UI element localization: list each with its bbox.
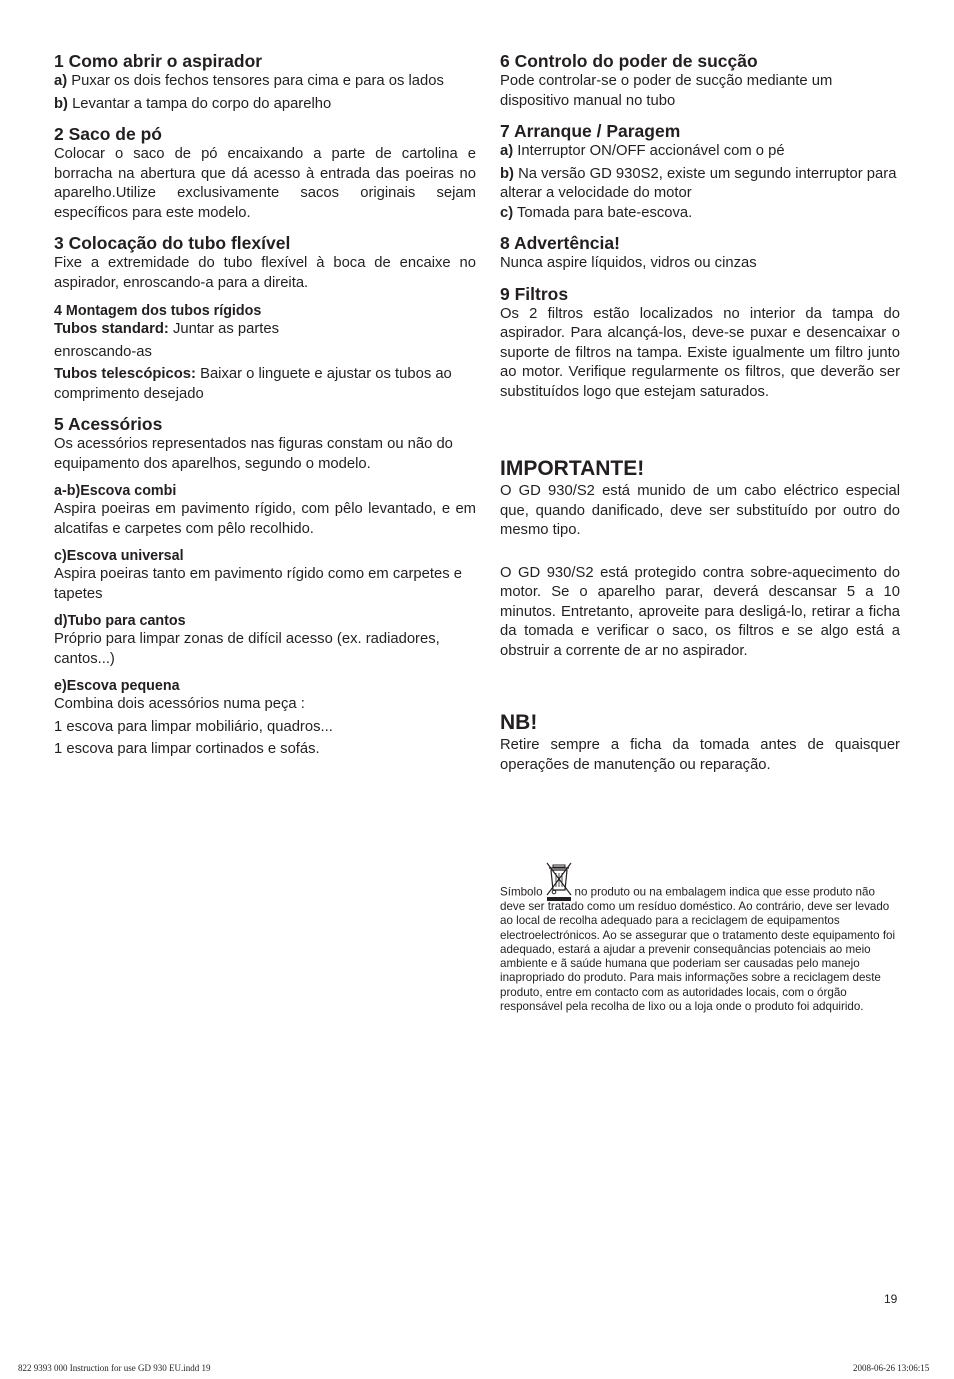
section-text: Os acessórios representados nas figuras constam ou não do equipamento dos aparelhos, segundo o modelo. bbox=[54, 436, 453, 472]
accessory-text: Combina dois acessórios numa peça : bbox=[54, 696, 305, 712]
section-text: Fixe a extremidade do tubo flexível à boca de encaixe no aspirador, enroscando-a para a direita. bbox=[54, 255, 476, 291]
section-suction-control bbox=[500, 50, 900, 111]
footer-file-info: 822 9393 000 Instruction for use GD 930 EU.indd 19 bbox=[18, 1363, 211, 1373]
section-title: 9 Filtros bbox=[500, 283, 569, 304]
section-open-vacuum bbox=[54, 50, 476, 114]
section-title: IMPORTANTE! bbox=[500, 457, 645, 480]
section-filters bbox=[500, 283, 900, 403]
section-title: 8 Advertência! bbox=[500, 233, 620, 253]
section-accessories bbox=[54, 413, 476, 760]
footer-timestamp: 2008-06-26 13:06:15 bbox=[853, 1363, 930, 1373]
section-text: Os 2 filtros estão localizados no interior da tampa do aspirador. Para alcançá-los, deve-se puxar e desencaixar o suporte de filtros na tampa. Existe igualmente um filtro junto ao motor. Verifique regularmente os filtros, que deverão ser substituídos logo que estejam saturados. bbox=[500, 305, 900, 400]
section-title: 3 Colocação do tubo flexível bbox=[54, 233, 291, 253]
right-column bbox=[500, 50, 900, 775]
weee-prefix: Símbolo bbox=[500, 885, 543, 899]
section-title: 7 Arranque / Paragem bbox=[500, 121, 681, 141]
section-important bbox=[500, 456, 900, 661]
section-text: O GD 930/S2 está munido de um cabo eléctrico especial que, quando danificado, deve ser substituído por outro do mesmo tipo. bbox=[500, 483, 900, 538]
section-hose bbox=[54, 232, 476, 293]
left-column bbox=[54, 50, 476, 769]
accessory-title: c)Escova universal bbox=[54, 548, 184, 564]
section-dust-bag bbox=[54, 123, 476, 223]
standard-tubes: Tubos standard: Juntar as partes bbox=[54, 321, 280, 337]
section-title: 6 Controlo do poder de sucção bbox=[500, 51, 758, 71]
step-b: b) Levantar a tampa do corpo do aparelho bbox=[54, 95, 332, 112]
section-title: 1 Como abrir o aspirador bbox=[54, 51, 263, 71]
accessory-text: 1 escova para limpar mobiliário, quadros... bbox=[54, 718, 333, 735]
accessory-title: a-b)Escova combi bbox=[54, 483, 177, 499]
section-title: 4 Montagem dos tubos rígidos bbox=[54, 303, 262, 319]
section-text: O GD 930/S2 está protegido contra sobre-aquecimento do motor. Se o aparelho parar, deverá descansar 5 a 10 minutos. Entretanto, aproveite para desligá-lo, retirar a ficha da tomada e verificar o saco, os filtros e se algo está a obstruir a corrente de ar no aspirador. bbox=[500, 564, 900, 659]
accessory-text: Aspira poeiras em pavimento rígido, com pêlo levantado, e em alcatifas e carpetes com pêlo recolhido. bbox=[54, 501, 476, 537]
standard-tubes-cont: enroscando-as bbox=[54, 343, 152, 360]
accessory-text: 1 escova para limpar cortinados e sofás. bbox=[54, 741, 320, 757]
accessory-title: e)Escova pequena bbox=[54, 678, 180, 694]
section-text: Retire sempre a ficha da tomada antes de quaisquer operações de manutenção ou reparação. bbox=[500, 737, 900, 773]
weee-notice bbox=[500, 862, 902, 1014]
section-title: NB! bbox=[500, 711, 538, 734]
section-title: 5 Acessórios bbox=[54, 414, 163, 434]
section-text: Colocar o saco de pó encaixando a parte de cartolina e borracha na abertura que dá acesso à entrada das poeiras no aparelho.Utilize exclusivamente sacos originais sejam específicos para este modelo. bbox=[54, 146, 476, 221]
section-warning bbox=[500, 232, 900, 274]
step-b: b) Na versão GD 930S2, existe um segundo interruptor para alterar a velocidade do motor bbox=[500, 165, 897, 201]
accessory-text: Aspira poeiras tanto em pavimento rígido como em carpetes e tapetes bbox=[54, 566, 462, 602]
section-text: Pode controlar-se o poder de sucção mediante um dispositivo manual no tubo bbox=[500, 73, 833, 109]
section-text: Nunca aspire líquidos, vidros ou cinzas bbox=[500, 255, 757, 271]
weee-text: no produto ou na embalagem indica que esse produto não deve ser tratado como um resíduo doméstico. Ao contrário, deve ser levado ao local de recolha adequado para a reciclagem de equipamentos electroelectrónicos. Ao se assegurar que o tratamento deste equipamento foi adequado, estará a ajudar a prevenir consequâncias potenciais ao meio ambiente e ã saúde humana que poderiam ser causadas pelo manejo inapropriado do produto. Para mais informações sobre a reciclagem deste produto, entre em contacto com as autoridades locais, com o órgão responsável pela recolha de lixo ou a loja onde o produto foi adquirido. bbox=[500, 885, 896, 1014]
crossed-out-wheelie-bin-icon bbox=[545, 862, 573, 902]
section-title: 2 Saco de pó bbox=[54, 124, 162, 144]
accessory-title: d)Tubo para cantos bbox=[54, 613, 186, 629]
step-a: a) Interruptor ON/OFF accionável com o pé bbox=[500, 143, 785, 159]
section-nb bbox=[500, 710, 900, 775]
step-c: c) Tomada para bate-escova. bbox=[500, 204, 693, 221]
page-number: 19 bbox=[884, 1292, 898, 1306]
accessory-text: Próprio para limpar zonas de difícil acesso (ex. radiadores, cantos...) bbox=[54, 631, 440, 667]
telescopic-tubes: Tubos telescópicos: Baixar o linguete e ajustar os tubos ao comprimento desejado bbox=[54, 366, 452, 402]
section-start-stop bbox=[500, 120, 900, 223]
section-tubes bbox=[54, 302, 476, 404]
step-a: a) Puxar os dois fechos tensores para cima e para os lados bbox=[54, 73, 444, 89]
